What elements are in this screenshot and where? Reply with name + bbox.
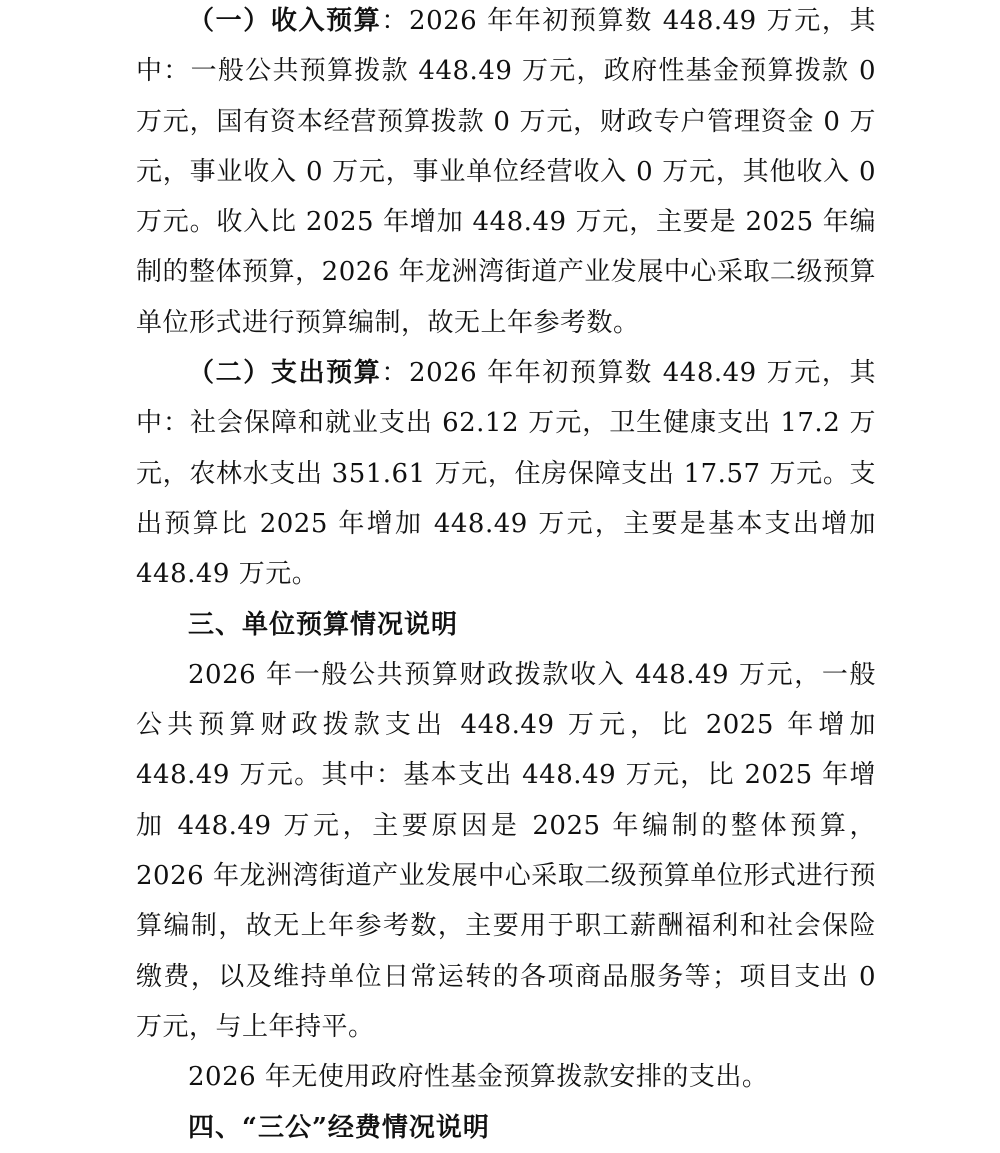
three-public-heading: 四、“三公”经费情况说明 — [188, 1112, 490, 1143]
unit-budget-heading: 三、单位预算情况说明 — [188, 609, 459, 640]
document-page — [136, 0, 876, 1153]
expense-budget-lead: （二）支出预算 — [188, 358, 382, 389]
income-budget-text: ：2026 年年初预算数 448.49 万元，其中：一般公共预算拨款 448.49 万元，政府性基金预算拨款 0 万元，国有资本经营预算拨款 0 万元，财政专户管理资金 0 万元，事业收入 0 万元，事业单位经营收入 0 万元，其他收入 0 万元。收入比 2025 年增加 448.49 万元，主要是 2025 年编制的整体预算，2026 年龙洲湾街道产业发展中心采取二级预算单位形式进行预算编制，故无上年参考数。 — [136, 6, 876, 338]
income-budget-lead: （一）收入预算 — [188, 6, 382, 36]
fund-budget-paragraph: 2026 年无使用政府性基金预算拨款安排的支出。 — [188, 1062, 769, 1093]
expense-budget-text: ：2026 年年初预算数 448.49 万元，其中：社会保障和就业支出 62.12 万元，卫生健康支出 17.2 万元，农林水支出 351.61 万元，住房保障支出 17.57 万元。支出预算比 2025 年增加 448.49 万元，主要是基本支出增加 448.49 万元。 — [136, 358, 876, 590]
income-budget-paragraph — [136, 0, 876, 348]
expense-budget-paragraph — [136, 348, 876, 599]
unit-budget-paragraph: 2026 年一般公共预算财政拨款收入 448.49 万元，一般公共预算财政拨款支出 448.49 万元，比 2025 年增加 448.49 万元。其中：基本支出 448.49 万元，比 2025 年增加 448.49 万元，主要原因是 2025 年编制的整体预算，2026 年龙洲湾街道产业发展中心采取二级预算单位形式进行预算编制，故无上年参考数，主要用于职工薪酬福利和社会保险缴费，以及维持单位日常运转的各项商品服务等；项目支出 0 万元，与上年持平。 — [136, 659, 876, 1042]
